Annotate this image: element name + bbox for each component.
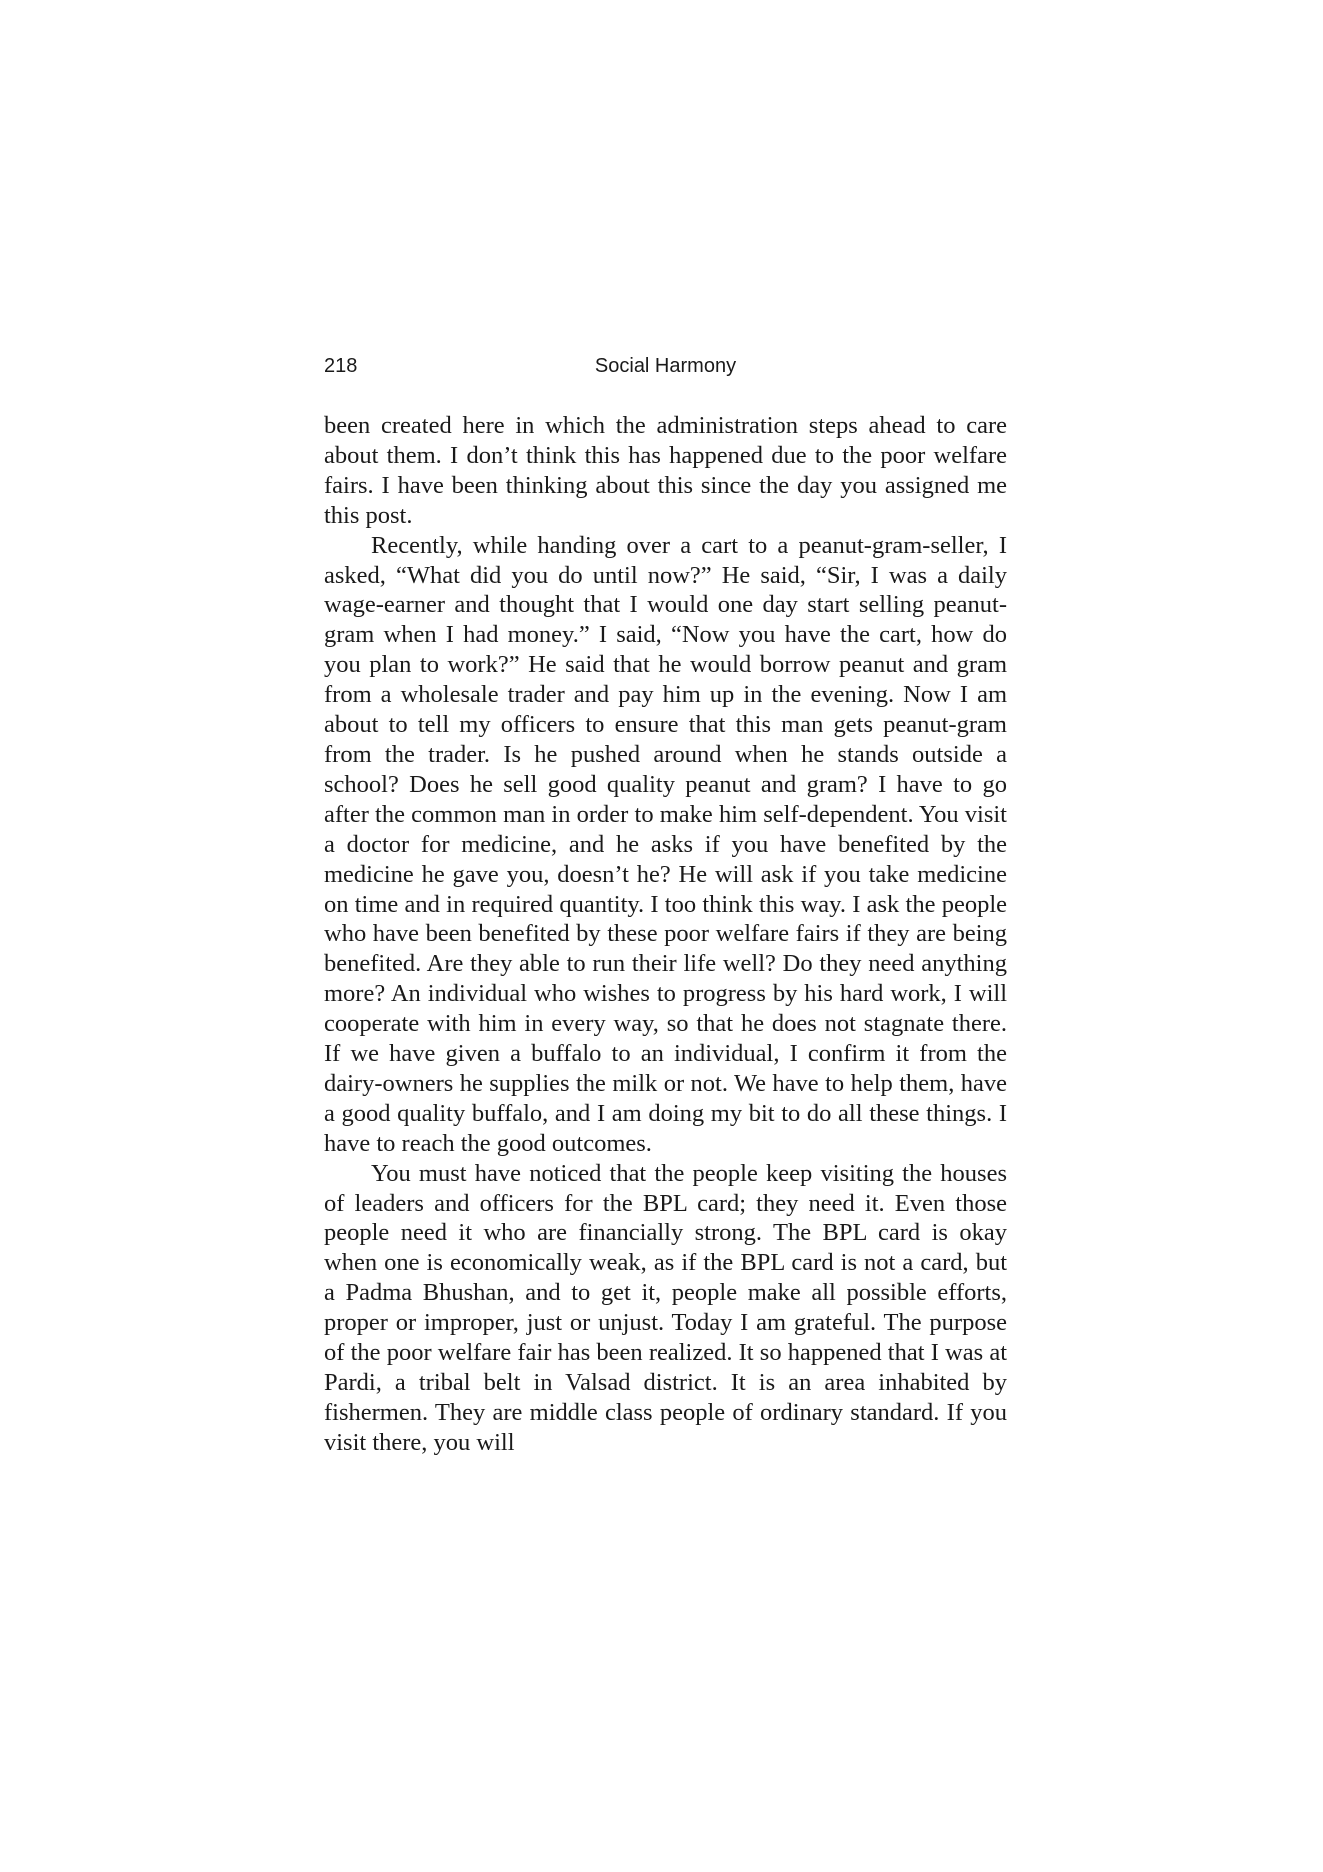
body-text — [324, 411, 1007, 1458]
paragraph-3: You must have noticed that the people keep visiting the houses of leaders and officers for the BPL card; they need it. Even those people need it who are financially strong. The BPL card is okay when one is economically weak, as if the BPL card is not a card, but a Padma Bhushan, and to get it, people make all possible efforts, proper or improper, just or unjust. Today I am grateful. The purpose of the poor welfare fair has been realized. It so happened that I was at Pardi, a tribal belt in Valsad district. It is an area inhabited by fishermen. They are middle class people of ordinary standard. If you visit there, you will — [324, 1159, 1007, 1456]
running-title: Social Harmony — [594, 355, 737, 377]
running-head — [324, 355, 1007, 385]
page-number: 218 — [324, 355, 358, 377]
paragraph-2: Recently, while handing over a cart to a peanut-gram-seller, I asked, “What did you do until now?” He said, “Sir, I was a daily wage-earner and thought that I would one day start selling peanut-gram when I had money.” I said, “Now you have the cart, how do you plan to work?” He said that he would borrow peanut and gram from a wholesale trader and pay him up in the evening. Now I am about to tell my officers to ensure that this man gets peanut-gram from the trader. Is he pushed around when he stands outside a school? Does he sell good quality peanut and gram? I have to go after the common man in order to make him self-dependent. You visit a doctor for medicine, and he asks if you have benefited by the medicine he gave you, doesn’t he? He will ask if you take medicine on time and in required quantity. I too think this way. I ask the people who have been benefited by these poor welfare fairs if they are being benefited. Are they able to run their life well? Do they need anything more? An individual who wishes to progress by his hard work, I will cooperate with him in every way, so that he does not stagnate there. If we have given a buffalo to an individual, I confirm it from the dairy-owners he supplies the milk or not. We have to help them, have a good quality buffalo, and I am doing my bit to do all these things. I have to reach the good outcomes. — [324, 531, 1007, 1157]
paragraph-1: been created here in which the administration steps ahead to care about them. I don’t think this has happened due to the poor welfare fairs. I have been thinking about this since the day you assigned me this post. — [324, 412, 1007, 529]
